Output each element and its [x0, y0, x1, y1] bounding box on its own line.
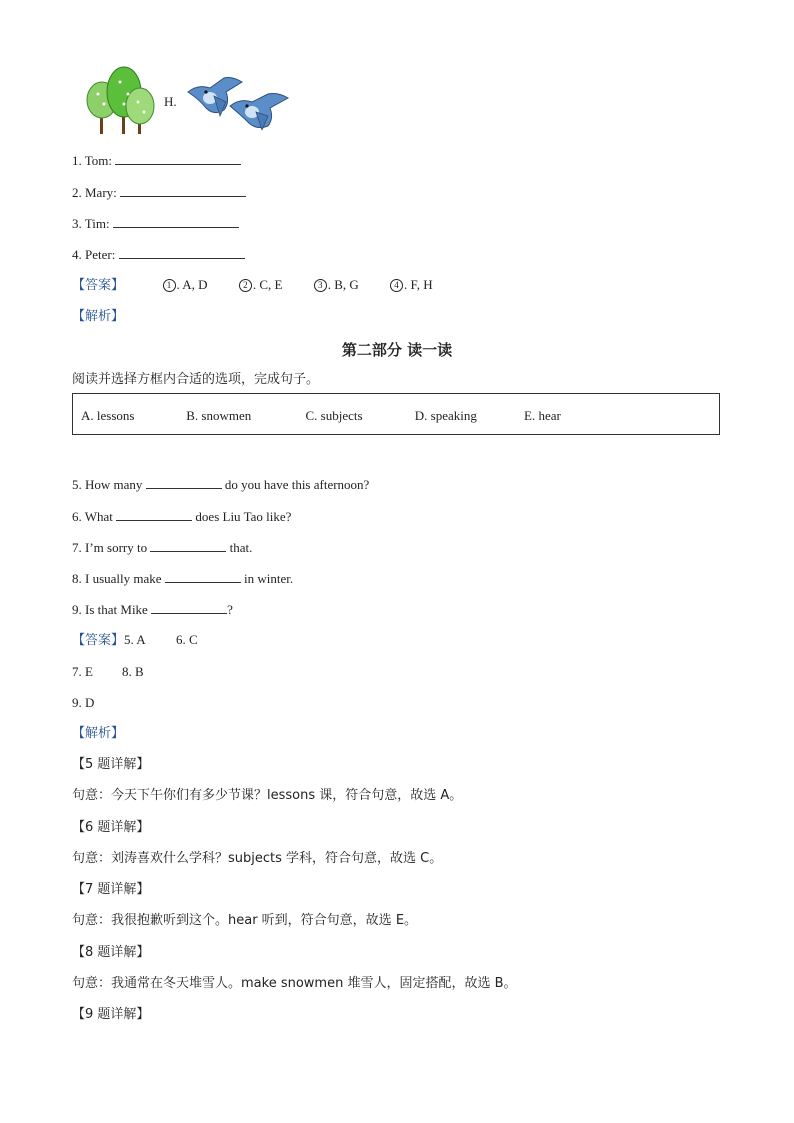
answer-blank[interactable] [113, 215, 239, 228]
answer-tag: 【答案】 [72, 633, 125, 648]
detail-heading-7: 【7 题详解】 [72, 882, 150, 897]
option-a: A. lessons [81, 408, 135, 423]
birds-illustration [184, 72, 290, 130]
question-7: 7. I’m sorry to that. [72, 540, 253, 555]
detail-heading-5: 【5 题详解】 [72, 757, 150, 772]
answer-row-4: 9. D [72, 695, 95, 710]
options-box [72, 393, 720, 435]
answer-blank[interactable] [146, 476, 222, 489]
detail-heading-6: 【6 题详解】 [72, 820, 150, 835]
detail-text-8: 句意：我通常在冬天堆雪人。make snowmen 堆雪人，固定搭配，故选 B。 [72, 976, 517, 991]
option-e: E. hear [524, 408, 561, 423]
option-d: D. speaking [414, 408, 477, 423]
answer-blank[interactable] [119, 246, 245, 259]
question-6: 6. What does Liu Tao like? [72, 509, 292, 524]
detail-text-6: 句意：刘涛喜欢什么学科？subjects 学科，符合句意，故选 C。 [72, 851, 443, 866]
question-5: 5. How many do you have this afternoon? [72, 477, 370, 492]
option-c: C. subjects [305, 408, 363, 423]
section-title: 第二部分 读一读 [341, 341, 453, 359]
answer-blank[interactable] [165, 570, 241, 583]
answer-blank[interactable] [151, 601, 227, 614]
answer-row-1 [72, 277, 461, 294]
question-2: 2. Mary: [72, 184, 246, 201]
answer-item-1: 1 . A, D [163, 277, 208, 293]
detail-text-5: 句意：今天下午你们有多少节课？lessons 课，符合句意，故选 A。 [72, 788, 463, 803]
trees-illustration [84, 64, 162, 138]
analysis-tag: 【解析】 [72, 309, 125, 324]
detail-heading-9: 【9 题详解】 [72, 1007, 150, 1022]
answer-blank[interactable] [115, 152, 241, 165]
answer-blank[interactable] [150, 539, 226, 552]
question-9: 9. Is that Mike ? [72, 602, 233, 617]
question-1: 1. Tom: [72, 152, 241, 169]
answer-row-3: 7. E 8. B [72, 664, 144, 679]
answer-item-3: 3 . B, G [314, 277, 359, 293]
section-instruction: 阅读并选择方框内合适的选项，完成句子。 [72, 372, 320, 387]
answer-tag: 【答案】 [72, 278, 125, 293]
option-h-label: H. [164, 94, 177, 109]
question-8: 8. I usually make in winter. [72, 571, 294, 586]
answer-blank[interactable] [120, 184, 246, 197]
answer-row-2: 【答案】5. A 6. C [72, 632, 198, 648]
answer-item-4: 4 . F, H [390, 277, 433, 293]
analysis-tag: 【解析】 [72, 726, 125, 741]
question-3: 3. Tim: [72, 215, 239, 232]
answer-item-2: 2 . C, E [239, 277, 283, 293]
option-b: B. snowmen [186, 408, 252, 423]
detail-text-7: 句意：我很抱歉听到这个。hear 听到，符合句意，故选 E。 [72, 913, 418, 928]
answer-blank[interactable] [116, 508, 192, 521]
question-4: 4. Peter: [72, 246, 245, 263]
detail-heading-8: 【8 题详解】 [72, 945, 150, 960]
